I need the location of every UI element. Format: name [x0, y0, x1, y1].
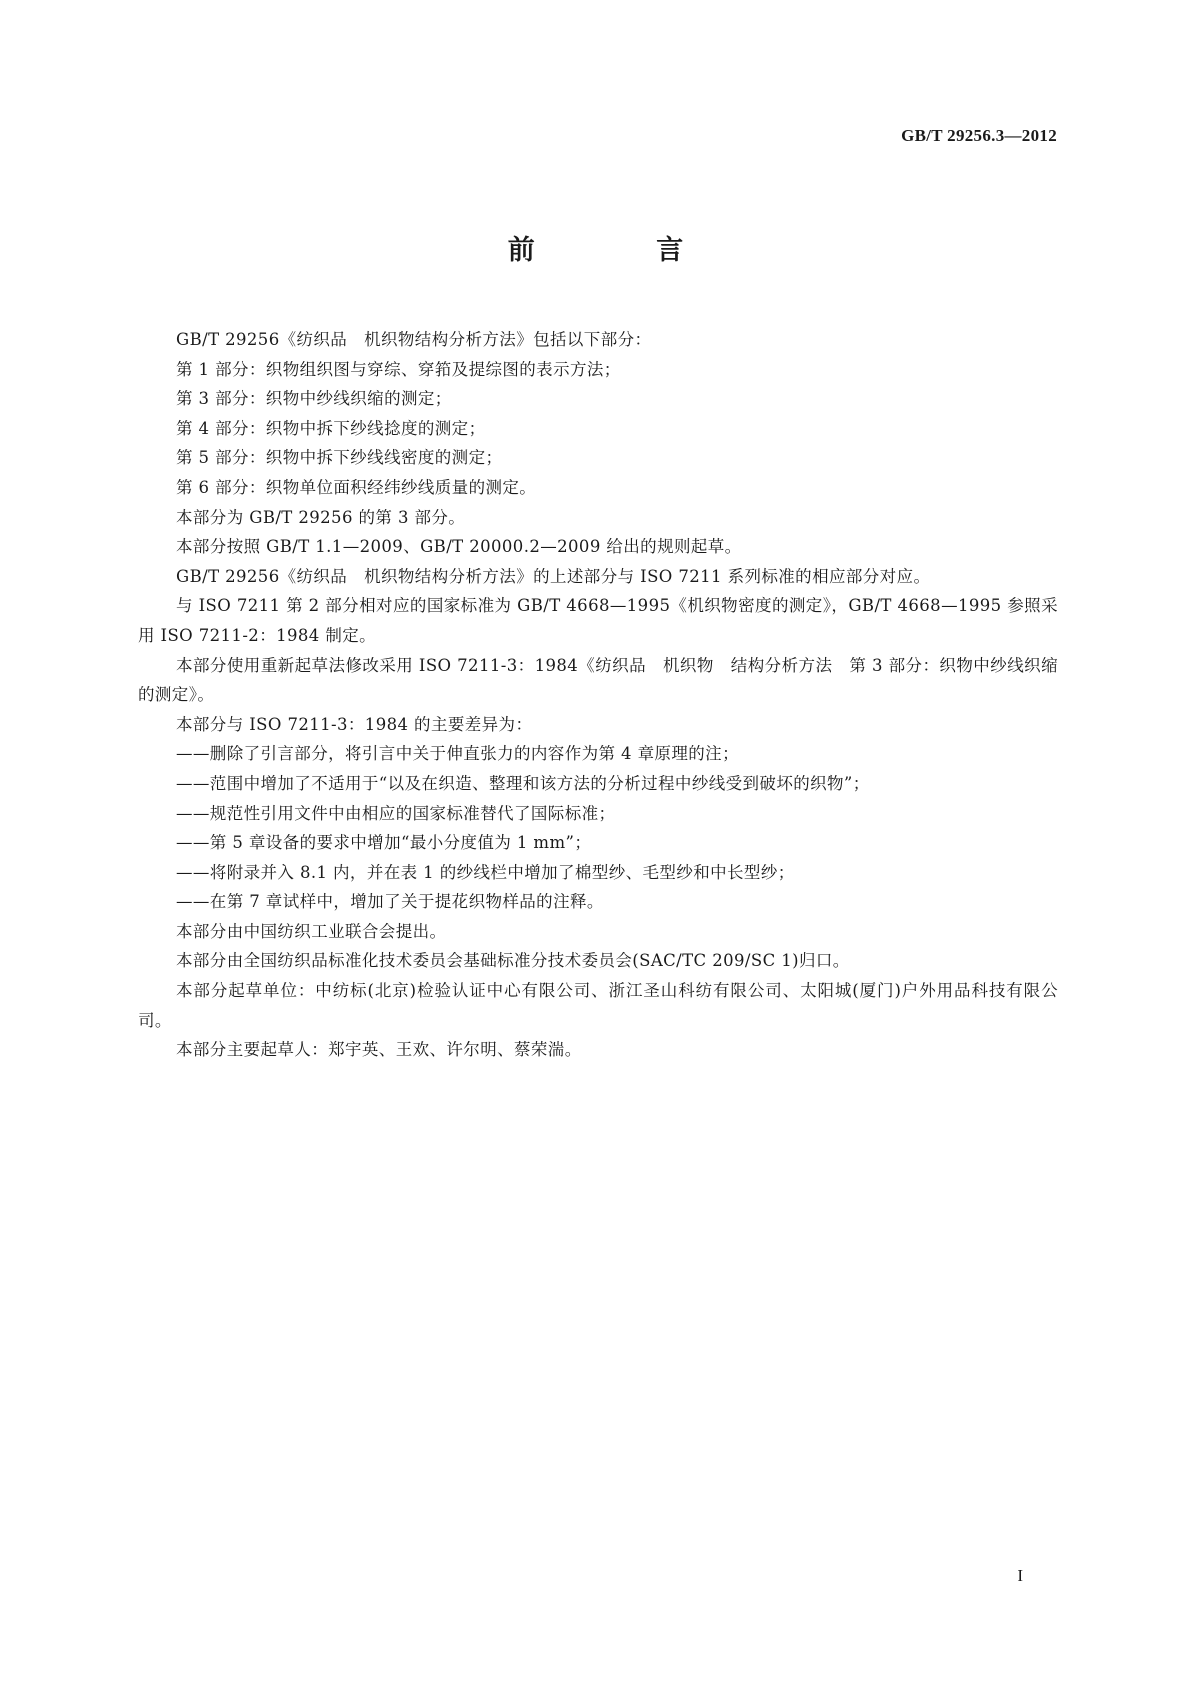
preface-body [138, 325, 1058, 1065]
list-item: ——在第 7 章试样中，增加了关于提花织物样品的注释。 [176, 892, 604, 912]
list-item: ——将附录并入 8.1 内，并在表 1 的纱线栏中增加了棉型纱、毛型纱和中长型纱； [176, 862, 795, 882]
paragraph: 第 1 部分：织物组织图与穿综、穿筘及提综图的表示方法； [176, 359, 621, 379]
paragraph: GB/T 29256《纺织品 机织物结构分析方法》包括以下部分： [176, 330, 652, 349]
paragraph: 本部分为 GB/T 29256 的第 3 部分。 [176, 507, 466, 527]
page-title: 前 言 [507, 235, 740, 266]
paragraph: 本部分主要起草人：郑宇英、王欢、许尔明、蔡荣湍。 [176, 1040, 582, 1060]
standard-code: GB/T 29256.3—2012 [901, 126, 1057, 145]
list-item: ——规范性引用文件中由相应的国家标准替代了国际标准； [176, 803, 616, 823]
paragraph: 第 4 部分：织物中拆下纱线捻度的测定； [176, 418, 486, 438]
page-number: I [1017, 1566, 1023, 1585]
paragraph: 本部分由全国纺织品标准化技术委员会基础标准分技术委员会(SAC/TC 209/SC 1)归口。 [176, 951, 850, 971]
paragraph: 第 5 部分：织物中拆下纱线线密度的测定； [176, 448, 503, 468]
paragraph: 本部分由中国纺织工业联合会提出。 [176, 921, 447, 941]
paragraph: 本部分与 ISO 7211-3：1984 的主要差异为： [176, 714, 533, 734]
paragraph: 与 ISO 7211 第 2 部分相对应的国家标准为 GB/T 4668—1995《机织物密度的测定》，GB/T 4668—1995 参照采用 ISO 7211-2：1984 制定。 [138, 596, 1058, 645]
paragraph: GB/T 29256《纺织品 机织物结构分析方法》的上述部分与 ISO 7211 系列标准的相应部分对应。 [176, 566, 931, 586]
paragraph: 第 3 部分：织物中纱线织缩的测定； [176, 389, 452, 409]
list-item: ——第 5 章设备的要求中增加“最小分度值为 1 mm”； [176, 833, 592, 853]
paragraph: 本部分起草单位：中纺标(北京)检验认证中心有限公司、浙江圣山科纺有限公司、太阳城(厦门)户外用品科技有限公司。 [138, 981, 1058, 1030]
list-item: ——删除了引言部分，将引言中关于伸直张力的内容作为第 4 章原理的注； [176, 744, 739, 764]
list-item: ——范围中增加了不适用于“以及在织造、整理和该方法的分析过程中纱线受到破坏的织物”； [176, 773, 870, 793]
paragraph: 第 6 部分：织物单位面积经纬纱线质量的测定。 [176, 477, 537, 497]
paragraph: 本部分按照 GB/T 1.1—2009、GB/T 20000.2—2009 给出的规则起草。 [176, 537, 742, 557]
paragraph: 本部分使用重新起草法修改采用 ISO 7211-3：1984《纺织品 机织物 结构分析方法 第 3 部分：织物中纱线织缩的测定》。 [138, 655, 1058, 705]
